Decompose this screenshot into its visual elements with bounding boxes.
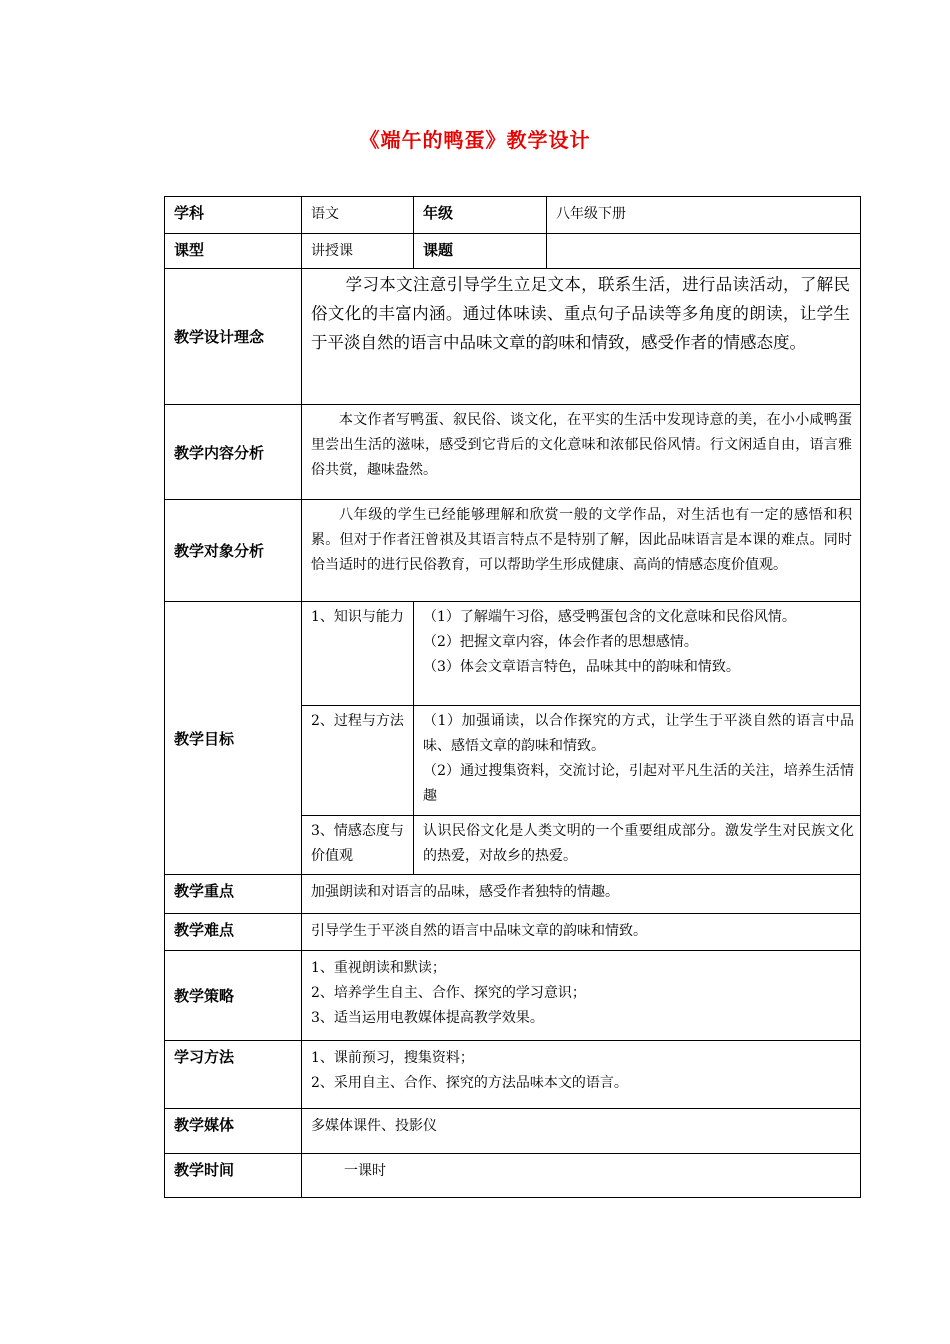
objective-item: （1）加强诵读，以合作探究的方式，让学生于平淡自然的语言中品味、感悟文章的韵味和情致。 — [423, 713, 854, 754]
key-point-label: 教学重点 — [165, 875, 302, 914]
row-media — [165, 1109, 861, 1154]
row-difficulty — [165, 914, 861, 951]
objective-group-name: 3、情感态度与价值观 — [302, 816, 414, 875]
strategy-item: 3、适当运用电教媒体提高教学效果。 — [311, 1010, 544, 1026]
objective-item: （2）通过搜集资料，交流讨论，引起对平凡生活的关注，培养生活情趣 — [423, 763, 854, 804]
type-label: 课型 — [165, 234, 302, 269]
subject-label: 学科 — [165, 197, 302, 234]
strategy-item: 1、重视朗读和默读； — [311, 960, 446, 976]
row-subject-grade — [165, 197, 861, 234]
row-concept — [165, 269, 861, 405]
objective-item: （3）体会文章语言特色，品味其中的韵味和情致。 — [423, 659, 740, 675]
strategy-label: 教学策略 — [165, 951, 302, 1041]
content-analysis-text: 本文作者写鸭蛋、叙民俗、谈文化，在平实的生活中发现诗意的美，在小小咸鸭蛋里尝出生活的滋味，感受到它背后的文化意味和浓郁民俗风情。行文闲适自由，语言雅俗共赏，趣味盎然。 — [311, 412, 852, 478]
time-text: 一课时 — [302, 1154, 861, 1198]
row-object-analysis — [165, 500, 861, 602]
topic-value — [547, 234, 861, 269]
strategy-item: 2、培养学生自主、合作、探究的学习意识； — [311, 985, 586, 1001]
content-analysis-label: 教学内容分析 — [165, 405, 302, 500]
objectives-label: 教学目标 — [165, 602, 302, 875]
row-type-topic — [165, 234, 861, 269]
key-point-text: 加强朗读和对语言的品味，感受作者独特的情趣。 — [302, 875, 861, 914]
row-content-analysis — [165, 405, 861, 500]
method-item: 2、采用自主、合作、探究的方法品味本文的语言。 — [311, 1075, 628, 1091]
concept-label: 教学设计理念 — [165, 269, 302, 405]
object-analysis-text: 八年级的学生已经能够理解和欣赏一般的文学作品，对生活也有一定的感悟和积累。但对于作者汪曾祺及其语言特点不是特别了解，因此品味语言是本课的难点。同时恰当适时的进行民俗教育，可以帮助学生形成健康、高尚的情感态度价值观。 — [311, 507, 852, 573]
objective-group-items — [414, 816, 861, 875]
difficulty-label: 教学难点 — [165, 914, 302, 951]
row-strategy — [165, 951, 861, 1041]
concept-text: 学习本文注意引导学生立足文本，联系生活，进行品读活动，了解民俗文化的丰富内涵。通过体味读、重点句子品读等多角度的朗读，让学生于平淡自然的语言中品味文章的韵味和情致，感受作者的情感态度。 — [311, 275, 850, 352]
objective-group-items — [414, 706, 861, 816]
row-time — [165, 1154, 861, 1198]
subject-value: 语文 — [302, 197, 414, 234]
row-objective-knowledge — [165, 602, 861, 706]
objective-group-name: 1、知识与能力 — [302, 602, 414, 706]
method-label: 学习方法 — [165, 1041, 302, 1109]
objective-item: （2）把握文章内容，体会作者的思想感情。 — [423, 634, 698, 650]
concept-text-cell — [302, 269, 861, 405]
strategy-list — [302, 951, 861, 1041]
difficulty-text: 引导学生于平淡自然的语言中品味文章的韵味和情致。 — [302, 914, 861, 951]
object-analysis-label: 教学对象分析 — [165, 500, 302, 602]
object-analysis-cell — [302, 500, 861, 602]
method-list — [302, 1041, 861, 1109]
lesson-plan-table — [164, 196, 861, 1198]
page-title: 《端午的鸭蛋》教学设计 — [359, 128, 591, 152]
method-item: 1、课前预习，搜集资料； — [311, 1050, 474, 1066]
row-method — [165, 1041, 861, 1109]
media-label: 教学媒体 — [165, 1109, 302, 1154]
content-analysis-cell — [302, 405, 861, 500]
objective-item: （1）了解端午习俗，感受鸭蛋包含的文化意味和民俗风情。 — [423, 609, 796, 625]
grade-value: 八年级下册 — [547, 197, 861, 234]
media-text: 多媒体课件、投影仪 — [302, 1109, 861, 1154]
time-label: 教学时间 — [165, 1154, 302, 1198]
objective-group-items — [414, 602, 861, 706]
row-key-point — [165, 875, 861, 914]
grade-label: 年级 — [414, 197, 547, 234]
objective-group-name: 2、过程与方法 — [302, 706, 414, 816]
type-value: 讲授课 — [302, 234, 414, 269]
objective-item: 认识民俗文化是人类文明的一个重要组成部分。激发学生对民族文化的热爱，对故乡的热爱。 — [423, 823, 854, 864]
topic-label: 课题 — [414, 234, 547, 269]
